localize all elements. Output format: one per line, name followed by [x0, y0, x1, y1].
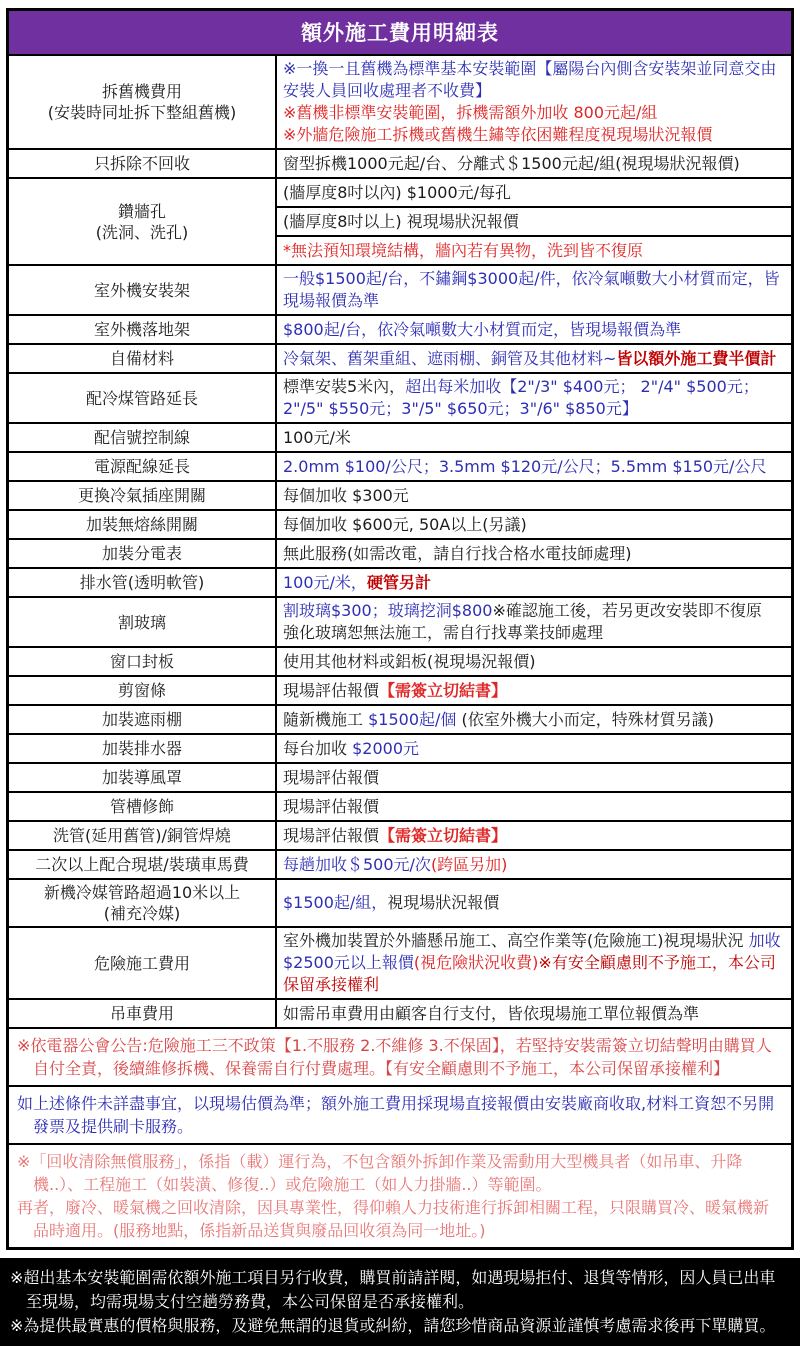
fee-item-label: 室外機落地架: [9, 316, 277, 343]
text-segment: $800起/台，依冷氣噸數大小材質而定，皆現場報價為準: [283, 319, 682, 339]
fee-item-label: 拆舊機費用 (安裝時同址拆下整組舊機): [9, 56, 277, 148]
fee-value-subcell: [277, 179, 791, 206]
fee-item-value: [277, 735, 791, 762]
table-row: [9, 878, 791, 926]
table-row: [9, 998, 791, 1027]
fee-item-label: 剪窗條: [9, 677, 277, 704]
text-segment: 割玻璃$300；玻璃挖洞$800: [283, 601, 493, 620]
text-segment: 每個加收 $300元: [283, 485, 409, 505]
fee-value-subcell: [277, 424, 791, 451]
table-row: [9, 509, 791, 538]
fee-item-value: [277, 880, 791, 926]
text-segment: 窗型拆機1000元起/台、分離式＄1500元起/組(視現場狀況報價): [283, 153, 740, 173]
text-segment: 現場評估報價: [283, 680, 380, 700]
table-row: [9, 343, 791, 372]
text-segment: (牆厚度8吋以上) 視現場狀況報價: [283, 211, 519, 231]
additional-fee-table: [6, 8, 794, 1250]
text-segment: (牆厚度8吋以內) $1000元/每孔: [283, 182, 512, 202]
text-segment: 強化玻璃恕無法施工，需自行找專業技師處理: [283, 623, 604, 642]
table-row: [9, 538, 791, 567]
text-segment: ※一換一且舊機為標準基本安裝範圍【屬陽台內側含安裝架並同意交由安裝人員回收處理者不收費】: [283, 59, 777, 100]
table-row: [9, 675, 791, 704]
fee-table-body: [9, 54, 791, 1247]
text-segment: 超出每米加收【2"/3" $400元； 2"/4" $500元；2"/5" $550元；3"/5" $650元；3"/6" $850元】: [283, 377, 759, 418]
fee-item-value: [277, 266, 791, 314]
footer-note-association-policy: ※依電器公會公告:危險施工三不政策【1.不服務 2.不維修 3.不保固】，若堅持安裝需簽立切結聲明由購買人自付全責，後續維修拆機、保養需自行付費處理。【有安全顧慮則不予施工，本公司保留承接權利】: [9, 1027, 791, 1085]
table-row: [9, 820, 791, 849]
fee-item-label: 加裝分電表: [9, 540, 277, 567]
fee-item-value: [277, 793, 791, 820]
table-row: [9, 791, 791, 820]
text-segment: *無法預知環境結構，牆內若有異物，洗到皆不復原: [283, 240, 644, 260]
fee-value-subcell: [277, 56, 791, 148]
fee-value-subcell: [277, 345, 791, 372]
fee-value-subcell: [277, 569, 791, 596]
table-row: [9, 54, 791, 148]
text-segment: $1500起/組，: [283, 893, 388, 912]
fee-item-label: 窗口封板: [9, 648, 277, 675]
fee-item-value: [277, 851, 791, 878]
fee-value-subcell: [277, 598, 791, 646]
fee-value-subcell: [277, 677, 791, 704]
footer-note-recycle-service: ※「回收清除無償服務」，係指（載）運行為，不包含額外拆卸作業及需動用大型機具者（如吊車、升降機..）、工程施工（如裝潢、修復..）或危險施工（如人力掛牆..）等範圍。 再者，廢冷、暖氣機之回收清除，因具專業性，得仰賴人力技術進行拆卸相關工程，只限購買冷、暖氣機新品時適用。(服務地點，係指新品送貨與廢品回收須為同一地址。): [9, 1143, 791, 1247]
fee-value-subcell: [277, 374, 791, 422]
fee-value-subcell: [277, 764, 791, 791]
text-segment: 加收 $2500元以上報價: [283, 931, 781, 972]
text-segment: ※確認施工後，若另更改安裝即不復原: [492, 601, 762, 620]
fee-value-subcell: [277, 793, 791, 820]
fee-value-subcell: [277, 928, 791, 998]
text-segment: 視現場狀況報價: [387, 893, 500, 912]
fee-item-value: [277, 677, 791, 704]
fee-item-value: [277, 179, 791, 264]
table-row: [9, 733, 791, 762]
text-segment: $1500起/個: [368, 709, 457, 729]
fee-value-subcell: [277, 206, 791, 235]
text-segment: 標準安裝5米內，: [283, 377, 406, 396]
fee-item-label: 自備材料: [9, 345, 277, 372]
fee-item-label: 新機冷媒管路超過10米以上 (補充冷媒): [9, 880, 277, 926]
table-row: [9, 646, 791, 675]
fee-item-label: 危險施工費用: [9, 928, 277, 998]
fee-item-value: [277, 424, 791, 451]
table-row: [9, 567, 791, 596]
fee-value-subcell: [277, 822, 791, 849]
table-row: [9, 596, 791, 646]
text-segment: 每趟加收＄500元/次: [283, 854, 431, 874]
text-segment: 現場評估報價: [283, 767, 380, 787]
fee-item-value: [277, 316, 791, 343]
fee-item-value: [277, 928, 791, 998]
fee-item-label: 加裝導風罩: [9, 764, 277, 791]
fee-value-subcell: [277, 482, 791, 509]
fee-item-label: 吊車費用: [9, 1000, 277, 1027]
fee-value-subcell: [277, 735, 791, 762]
text-segment: (跨區另加): [430, 854, 508, 874]
fee-item-value: [277, 764, 791, 791]
fee-value-subcell: [277, 880, 791, 926]
text-segment: 一般$1500起/台，不鏽鋼$3000起/件，依冷氣噸數大小材質而定，皆現場報價為準: [283, 269, 780, 310]
fee-item-value: [277, 540, 791, 567]
table-row: [9, 264, 791, 314]
table-row: [9, 926, 791, 998]
text-segment: (視危險狀況收費): [413, 953, 539, 972]
fee-value-subcell: [277, 266, 791, 314]
fee-item-value: [277, 598, 791, 646]
fee-value-subcell: [277, 453, 791, 480]
fee-item-label: 配信號控制線: [9, 424, 277, 451]
fee-value-subcell: [277, 851, 791, 878]
fee-item-value: [277, 569, 791, 596]
footer-note-site-estimate: 如上述條件未詳盡事宜，以現場估價為準；額外施工費用採現場直接報價由安裝廠商收取,材料工資恕不另開發票及提供刷卡服務。: [9, 1085, 791, 1143]
table-row: [9, 422, 791, 451]
text-segment: 無此服務(如需改電，請自行找合格水電技師處理): [283, 543, 632, 563]
text-segment: 皆以額外施工費半價計: [616, 348, 777, 368]
fee-item-label: 配冷煤管路延長: [9, 374, 277, 422]
notice-line: ※為提供最實惠的價格與服務，及避免無謂的退貨或糾紛，請您珍惜商品資源並謹慎考慮需求後再下單購買。: [10, 1316, 776, 1335]
table-row: [9, 762, 791, 791]
text-segment: 使用其他材料或鋁板(視現場況報價): [283, 651, 536, 671]
table-row: [9, 372, 791, 422]
text-segment: 100元/米: [283, 427, 351, 447]
fee-item-value: [277, 150, 791, 177]
fee-value-subcell: [277, 706, 791, 733]
fee-item-label: 只拆除不回收: [9, 150, 277, 177]
fee-item-value: [277, 345, 791, 372]
fee-item-label: 排水管(透明軟管): [9, 569, 277, 596]
fee-item-label: 加裝遮雨棚: [9, 706, 277, 733]
fee-value-subcell: [277, 648, 791, 675]
text-segment: 室外機加裝置於外牆懸吊施工、高空作業等(危險施工)視現場狀況: [283, 931, 749, 950]
fee-value-subcell: [277, 235, 791, 264]
text-segment: 每台加收: [283, 738, 353, 758]
table-row: [9, 451, 791, 480]
notice-line: ※超出基本安裝範圍需依額外施工項目另行收費，購買前請詳閱，如遇現場拒付、退貨等情形，因人員已出車至現場，均需現場支付空趟勞務費，本公司保留是否承接權利。: [10, 1268, 776, 1311]
fee-value-subcell: [277, 540, 791, 567]
table-row: [9, 704, 791, 733]
fee-item-value: [277, 374, 791, 422]
fee-item-label: 加裝排水器: [9, 735, 277, 762]
fee-item-value: [277, 648, 791, 675]
text-segment: 現場評估報價: [283, 796, 380, 816]
text-segment: 每個加收 $600元, 50A以上(另議): [283, 514, 527, 534]
text-segment: 【需簽立切結書】: [379, 680, 508, 700]
text-segment: 如需吊車費用由顧客自行支付，皆依現場施工單位報價為準: [283, 1003, 700, 1023]
fee-item-label: 管槽修飾: [9, 793, 277, 820]
fee-item-label: 更換冷氣插座開關: [9, 482, 277, 509]
fee-value-subcell: [277, 1000, 791, 1027]
fee-item-label: 割玻璃: [9, 598, 277, 646]
fee-item-label: 加裝無熔絲開關: [9, 511, 277, 538]
fee-item-label: 電源配線延長: [9, 453, 277, 480]
fee-item-value: [277, 1000, 791, 1027]
page-title: 額外施工費用明細表: [9, 11, 791, 54]
fee-item-label: 洗管(延用舊管)/銅管焊燒: [9, 822, 277, 849]
fee-item-label: 二次以上配合現堪/裝璜車馬費: [9, 851, 277, 878]
text-segment: 100元/米，: [283, 572, 367, 592]
bottom-notice: [0, 1258, 800, 1346]
text-segment: 【需簽立切結書】: [379, 825, 508, 845]
text-segment: 2.0mm $100/公尺；3.5mm $120元/公尺；5.5mm $150元/公尺: [283, 456, 767, 476]
fee-item-value: [277, 482, 791, 509]
fee-value-subcell: [277, 150, 791, 177]
fee-item-label: 室外機安裝架: [9, 266, 277, 314]
fee-item-value: [277, 56, 791, 148]
fee-item-value: [277, 453, 791, 480]
fee-value-subcell: [277, 316, 791, 343]
text-segment: ※有安全顧慮則不予施工，本公司保留承接權利: [283, 953, 776, 994]
fee-value-subcell: [277, 511, 791, 538]
fee-item-value: [277, 822, 791, 849]
table-row: [9, 314, 791, 343]
table-row: [9, 849, 791, 878]
text-segment: ※舊機非標準安裝範圍，拆機需額外加收 800元起/組: [283, 103, 658, 122]
text-segment: 硬管另計: [366, 572, 431, 592]
fee-item-label: 鑽牆孔 (洗洞、洗孔): [9, 179, 277, 264]
text-segment: 現場評估報價: [283, 825, 380, 845]
text-segment: (依室外機大小而定，特殊材質另議): [456, 709, 714, 729]
text-segment: 隨新機施工: [283, 709, 369, 729]
fee-item-value: [277, 511, 791, 538]
table-row: [9, 148, 791, 177]
text-segment: ※外牆危險施工拆機或舊機生鏽等依困難程度視現場狀況報價: [283, 125, 713, 144]
text-segment: 冷氣架、舊架重組、遮雨棚、銅管及其他材料~: [283, 348, 617, 368]
text-segment: $2000元: [352, 738, 419, 758]
table-row: [9, 480, 791, 509]
table-row: [9, 177, 791, 264]
fee-item-value: [277, 706, 791, 733]
